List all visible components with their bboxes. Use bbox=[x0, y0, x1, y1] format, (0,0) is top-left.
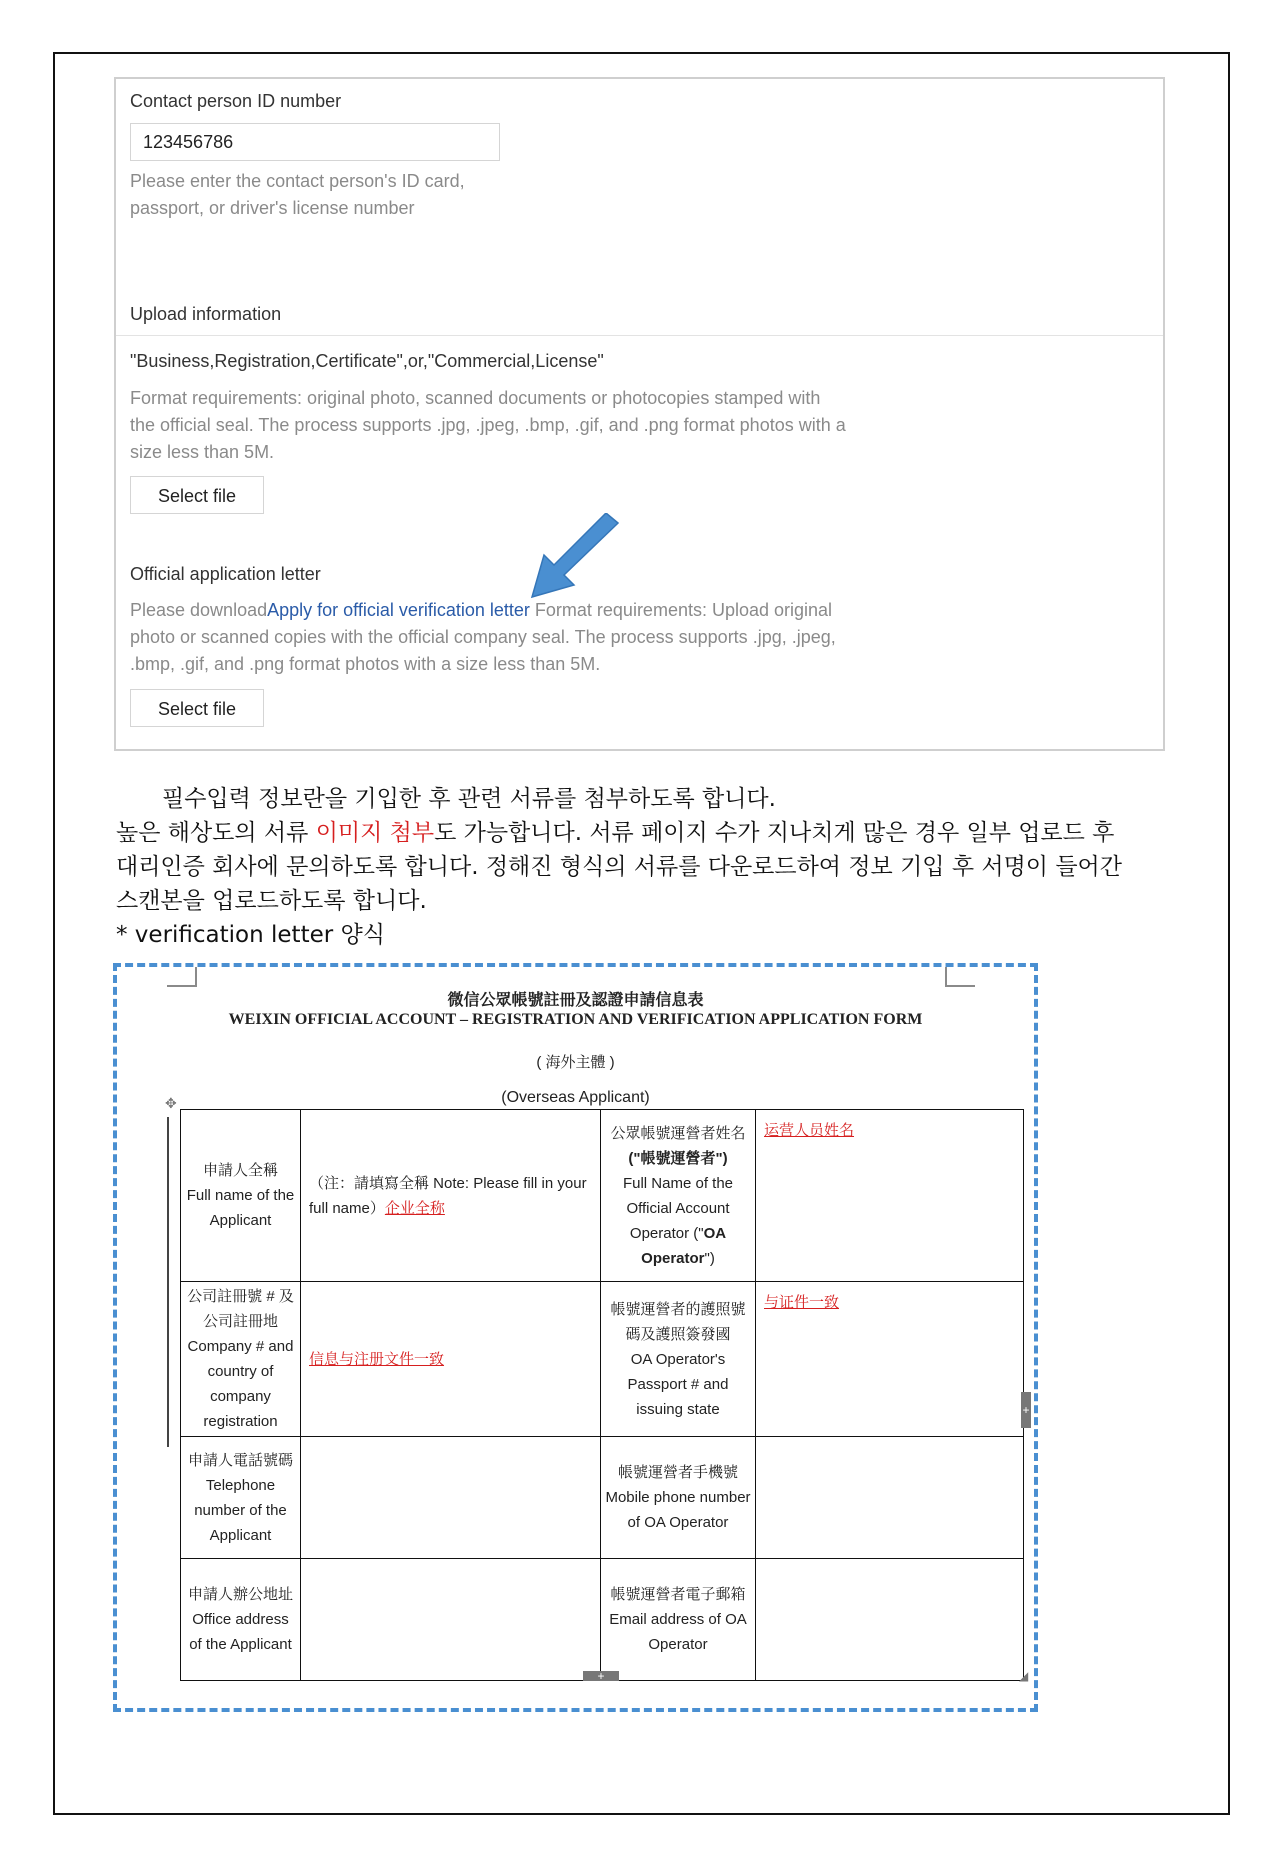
arrow-icon bbox=[530, 513, 626, 603]
letter-label: Official application letter bbox=[130, 564, 321, 584]
upload-heading: Upload information bbox=[130, 304, 282, 324]
upload-form-panel bbox=[114, 77, 1165, 751]
add-column-icon[interactable]: + bbox=[1021, 1392, 1031, 1428]
table-cell: 申請人辦公地址 Office address of the Applicant bbox=[181, 1559, 301, 1681]
contact-id-hint: Please enter the contact person's ID card, passport, or driver's license number bbox=[130, 171, 465, 218]
select-file-button-1[interactable]: Select file bbox=[130, 476, 264, 514]
table-cell: 公司註冊號 # 及公司註冊地 Company # and country of company registration bbox=[181, 1282, 301, 1437]
doc-subtitle-cn: ( 海外主體 ) bbox=[536, 1054, 615, 1071]
doc-title-en: WEIXIN OFFICIAL ACCOUNT – REGISTRATION AND VERIFICATION APPLICATION FORM bbox=[228, 1011, 923, 1028]
contact-id-input[interactable]: 123456786 bbox=[130, 123, 500, 161]
table-row bbox=[181, 1282, 1024, 1437]
table-row bbox=[181, 1110, 1024, 1282]
table-cell: （注：請填寫全稱 Note: Please fill in your full name）企业全称 bbox=[301, 1110, 601, 1282]
letter-hint: Please downloadApply for official verification letter Format requirements: Upload original photo or scanned copies with the official company seal. The process supports .jpg, .jpeg, .bmp, .gif, and .png format photos with a size less than 5M. bbox=[130, 600, 836, 674]
move-handle-icon[interactable]: ✥ bbox=[165, 1095, 177, 1111]
table-row bbox=[181, 1437, 1024, 1559]
table-cell bbox=[756, 1559, 1024, 1681]
table-cell: 帳號運營者的護照號碼及護照簽發國 OA Operator's Passport # and issuing state bbox=[601, 1282, 756, 1437]
table-cell bbox=[301, 1559, 601, 1681]
verification-letter-link[interactable]: Apply for official verification letter bbox=[267, 600, 530, 620]
application-form-table bbox=[180, 1109, 1024, 1681]
brc-label: "Business,Registration,Certificate",or,"Commercial,License" bbox=[130, 351, 604, 371]
doc-subtitle-en: (Overseas Applicant) bbox=[501, 1089, 650, 1106]
table-cell: 帳號運營者電子郵箱 Email address of OA Operator bbox=[601, 1559, 756, 1681]
doc-title-cn: 微信公眾帳號註冊及認證申請信息表 bbox=[447, 990, 704, 1009]
select-file-button-2[interactable]: Select file bbox=[130, 689, 264, 727]
contact-id-label: Contact person ID number bbox=[130, 91, 342, 111]
add-row-icon[interactable]: + bbox=[583, 1671, 619, 1681]
divider bbox=[116, 335, 1163, 336]
table-cell: 与证件一致 bbox=[756, 1282, 1024, 1437]
crop-mark bbox=[945, 967, 975, 987]
table-cell bbox=[301, 1437, 601, 1559]
side-line bbox=[167, 1117, 169, 1447]
korean-instructions: 필수입력 정보란을 기입한 후 관련 서류를 첨부하도록 합니다. 높은 해상도의 서류 이미지 첨부도 가능합니다. 서류 페이지 수가 지나치게 많은 경우 일부 업로드 후 대리인증 회사에 문의하도록 합니다. 정해진 형식의 서류를 다운로드하여 정보 기입 후 서명이 들어간 스캔본을 업로드하도록 합니다. * verification letter 양식 bbox=[116, 786, 1122, 948]
table-cell bbox=[756, 1437, 1024, 1559]
table-cell: 帳號運營者手機號 Mobile phone number of OA Operator bbox=[601, 1437, 756, 1559]
verification-letter-image bbox=[113, 963, 1038, 1712]
table-row bbox=[181, 1559, 1024, 1681]
table-cell: 申請人電話號碼 Telephone number of the Applicant bbox=[181, 1437, 301, 1559]
table-cell: 信息与注册文件一致 bbox=[301, 1282, 601, 1437]
table-cell: 公眾帳號運營者姓名 ("帳號運營者") Full Name of the Official Account Operator ("OA Operator") bbox=[601, 1110, 756, 1282]
table-cell: 运营人员姓名 bbox=[756, 1110, 1024, 1282]
crop-mark bbox=[167, 967, 197, 987]
table-cell: 申請人全稱 Full name of the Applicant bbox=[181, 1110, 301, 1282]
brc-hint: Format requirements: original photo, scanned documents or photocopies stamped with the official seal. The process supports .jpg, .jpeg, .bmp, .gif, and .png format photos with a size less than 5M. bbox=[130, 388, 846, 462]
resize-handle-icon[interactable]: ◢ bbox=[1019, 1669, 1029, 1683]
